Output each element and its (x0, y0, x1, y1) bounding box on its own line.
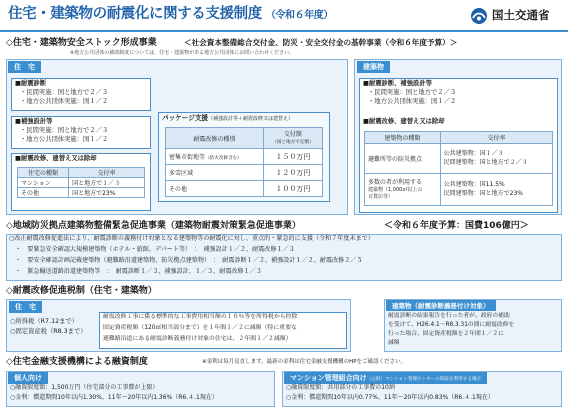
package-box (158, 112, 330, 202)
table-header (263, 128, 322, 149)
table-cell: 避難所等の防災拠点 (365, 144, 441, 174)
rate-line: 民間建築物：国と地方で２／３ (443, 158, 528, 166)
rate-line: 民間建築物：国と地方で23% (443, 189, 524, 197)
section2-panel (6, 234, 562, 281)
diagnosis-title: ■耐震診断 (15, 80, 47, 87)
section2-budget: ＜令和６年度予算：国費106億円＞ (384, 221, 529, 231)
tax-building-line: 行った場合、固定資産税額を２年間１／２に (388, 331, 504, 337)
tax-housing-line: 固定資産税額（120㎡相当部分まで）を１年間１／２に減額（特に重要な (103, 325, 297, 331)
building-tab: 建築物 (357, 61, 390, 73)
retrofit-box (11, 153, 151, 211)
table-header: 耐震改修の種別 (166, 128, 264, 149)
b-retrofit-table (364, 131, 553, 206)
section1-footnote: ※地方公共団体の補助制度については、住宅・建築物がある地方公共団体にお問い合わせください。 (70, 50, 295, 56)
property-tax-label: ○固定資産税（R8.3まで） (10, 328, 87, 335)
rate-line: 公共建築物：国11.5% (443, 180, 505, 188)
section4-heading: ◇住宅金融支援機構による融資制度 (6, 357, 148, 367)
diagnosis-box (11, 78, 151, 111)
table-cell (166, 149, 264, 165)
b-retrofit-title: ■耐震改修、建替え又は除却 (363, 118, 445, 125)
condo-line: ○融資限度額：共用部分の工事費の10割 (286, 384, 395, 391)
tax-housing-line: 耐震改修工事に係る標準的な工事費用相当額の１０％等を所得税から控除 (103, 314, 298, 320)
table-cell: １００万円 (263, 181, 322, 197)
amount-header: 交付額 (283, 130, 302, 138)
condo-tab-note: （公財）マンション管理センターの保証を利用する場合 (366, 377, 482, 382)
ministry-logo-icon (470, 7, 488, 25)
tax-housing-line: 避難路沿道にある耐震診断義務付け対象の住宅は、２年間１／２減額） (103, 336, 292, 342)
b-diagnosis-title: ■耐震診断、補強設計等 (363, 80, 432, 87)
table-cell: マンション (18, 178, 69, 188)
kind-line: 百貨店等） (368, 194, 394, 201)
table-header: 交付率 (440, 132, 552, 144)
section1-heading: ◇住宅・建築物安全ストック形成事業 (6, 38, 157, 48)
personal-tab: 個人向け (8, 372, 48, 384)
package-table (165, 127, 323, 197)
table-cell (365, 174, 441, 206)
rate-line: 公共建築物：国１／３ (443, 149, 504, 157)
b-diagnosis-line: ・民間実施：国と地方で２／３ (368, 89, 457, 96)
table-cell: その他 (18, 188, 69, 198)
table-cell: 国と地方で１／３ (69, 178, 145, 188)
table-header: 交付率 (69, 168, 145, 178)
section2-line: ・ 要緊急安全確認大規模建築物（ホテル・旅館、デパート等） ： 補強設計１／２、耐震改修１／３ (9, 246, 295, 253)
kind-line: 多数の者が利用する (368, 178, 423, 186)
package-type: 密集市街地等 (169, 154, 206, 161)
page-title (8, 6, 333, 23)
b-diagnosis-line: ・地方公共団体実施：国１／２ (368, 98, 457, 105)
title-year: （令和６年度） (265, 10, 334, 21)
table-cell: その他 (166, 181, 264, 197)
section1-budget: ＜社会資本整備総合交付金、防災・安全交付金の基幹事業（令和６年度予算）＞ (184, 38, 458, 47)
section4-note: ※金利は毎月見直します。最新の金利は住宅金融支援機構のHPをご確認ください。 (202, 359, 407, 365)
section3-heading: ◇耐震改修促進税制（住宅・建築物） (6, 286, 157, 296)
tax-building-line: を受けて、H26.4.1～R8.3.31の間に耐震改修を (388, 322, 515, 328)
kind-line: 建築物（1,000㎡以上の (368, 186, 423, 193)
tax-building-tab: 建築物（耐震診断義務付け対象） (386, 300, 496, 311)
package-type-note: （防火改修含む） (205, 156, 242, 161)
table-cell: １２０万円 (263, 165, 322, 181)
section2-line: ・ 緊急輸送道路沿道建築物等 ： 耐震診断１／３、補強設計、１／３、耐震改修１／３ (9, 268, 262, 275)
diagnosis-line: ・民間実施：国と地方で２／３ (20, 89, 109, 96)
title-bar (0, 0, 568, 32)
tax-building-line: 減額 (388, 340, 400, 346)
diagnosis-line: ・地方公共団体実施：国１／２ (20, 98, 109, 105)
tax-housing-tab: 住 宅 (9, 301, 42, 313)
table-header: 住宅の種類 (18, 168, 69, 178)
table-cell: 多雪区域 (166, 165, 264, 181)
table-cell: １５０万円 (263, 149, 322, 165)
building-box (359, 78, 558, 213)
condo-tab-label: マンション管理組合向け (290, 374, 367, 382)
amount-header-note: （国と地方で定額） (272, 139, 314, 145)
ministry-logo[interactable] (470, 6, 564, 26)
design-title: ■補強設計等 (15, 118, 53, 125)
section2-line: ○改正耐震改修促進法により、耐震診断の義務付け対象となる建築物等の耐震化に対し、重点的・緊急的に支援（令和７年度末まで） (9, 235, 374, 242)
personal-line: ○融資限度額：1,500万円（住宅部分の工事費が上限） (10, 384, 159, 391)
tax-building-line: 耐震診断の結果報告を行った者が、政府の補助 (388, 313, 510, 319)
section2-heading: ◇地域防災拠点建築物整備緊急促進事業（建築物耐震対策緊急促進事業） (6, 221, 301, 231)
condo-tab (284, 372, 487, 384)
logo-text: 国土交通省 (492, 8, 550, 22)
design-line: ・地方公共団体実施：国１／２ (20, 136, 109, 143)
tax-housing-box (99, 312, 347, 349)
table-cell (440, 144, 552, 174)
section2-line: ・ 要安全確認計画記載建築物（避難路沿道建築物、防災拠点建築物） ： 耐震診断１／２、補強設計１／２、耐震改修２／５ (9, 257, 363, 264)
income-tax-label: ○所得税（R7.12まで） (10, 318, 78, 325)
condo-line: ○金利：償還期間10年以内0.77%、11年～20年以内0.83%（R6.４.1現在） (286, 394, 494, 401)
table-cell (440, 174, 552, 206)
housing-tab: 住 宅 (8, 61, 41, 73)
title-text: 住宅・建築物の耐震化に関する支援制度 (8, 6, 262, 22)
table-cell: 国と地方で23% (69, 188, 145, 198)
package-label: パッケージ支援 (162, 114, 209, 122)
personal-line: ○金利：償還期間10年以内1.30%、11年～20年以内1.36%（R6.４.1現在） (10, 394, 218, 401)
package-label-note: （補強設計等＋耐震改修又は建替え） (208, 116, 294, 122)
retrofit-table (17, 167, 145, 198)
design-line: ・民間実施：国と地方で２／３ (20, 127, 109, 134)
table-header: 建築物の種類 (365, 132, 441, 144)
retrofit-title: ■耐震改修、建替え又は除却 (15, 155, 97, 162)
design-box (11, 116, 151, 149)
